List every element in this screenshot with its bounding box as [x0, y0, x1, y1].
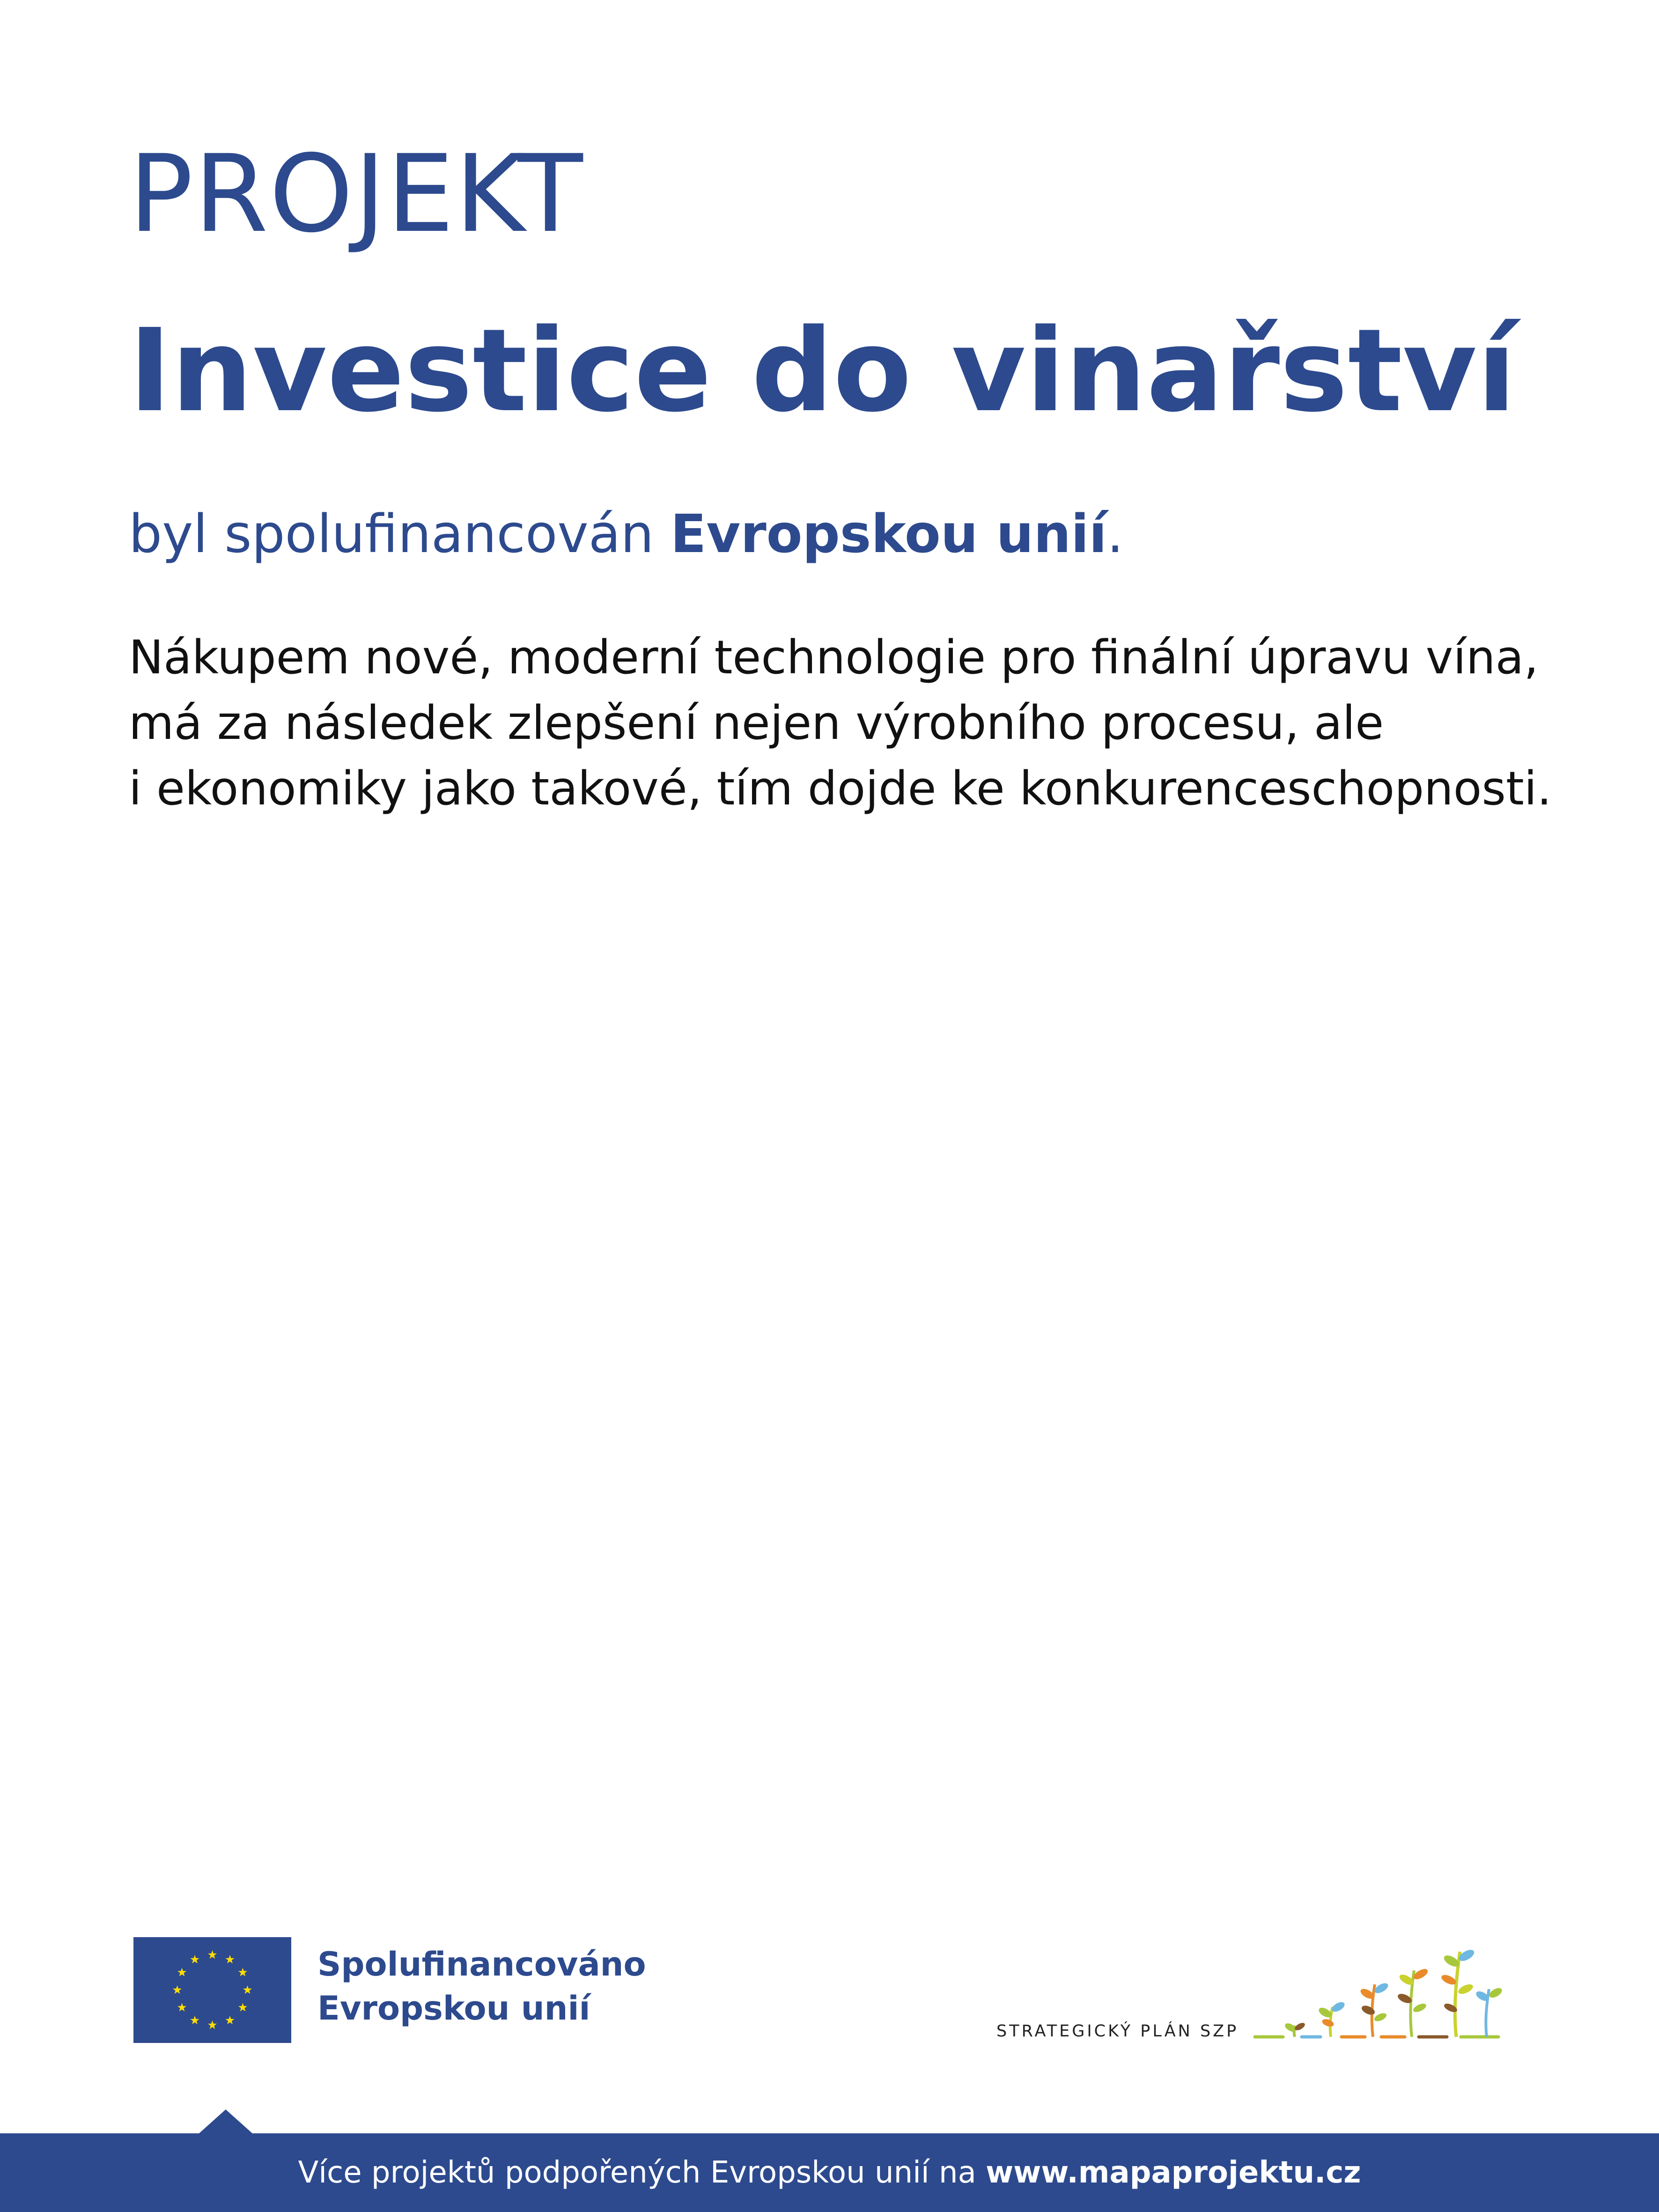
project-description — [129, 625, 1557, 822]
footer-text: Více projektů podpořených Evropskou unií na — [298, 2155, 986, 2190]
description-line: má za následek zlepšení nejen výrobního procesu, ale — [129, 696, 1384, 750]
subtitle-suffix: . — [1106, 504, 1124, 565]
eu-flag-icon — [133, 1937, 291, 2043]
cofinanced-statement — [129, 504, 1124, 565]
project-label: PROJEKT — [129, 132, 584, 256]
footer-link[interactable]: www.mapaprojektu.cz — [986, 2155, 1361, 2190]
eu-star-icon — [225, 2016, 234, 2024]
subtitle-prefix: byl spolufinancován — [129, 504, 671, 565]
description-line: i ekonomiky jako takové, tím dojde ke konkurenceschopnosti. — [129, 762, 1552, 816]
footer-bar — [0, 2133, 1659, 2212]
eu-cofinanced-logo-text — [317, 1942, 646, 2030]
footer-pointer-triangle — [199, 2109, 253, 2134]
eu-star-icon — [173, 1985, 182, 1994]
description-line: Nákupem nové, moderní technologie pro finální úpravu vína, — [129, 631, 1539, 685]
subtitle-eu-bold: Evropskou unií — [670, 504, 1107, 565]
eu-star-icon — [243, 1985, 252, 1994]
eu-star-icon — [225, 1955, 234, 1963]
szp-logo-text: STRATEGICKÝ PLÁN SZP — [996, 2022, 1239, 2041]
eu-logo-line1: Spolufinancováno — [317, 1945, 646, 1983]
eu-star-icon — [177, 1968, 186, 1976]
eu-star-icon — [177, 2003, 186, 2012]
eu-stars — [133, 1937, 291, 2043]
project-title: Investice do vinařství — [129, 304, 1516, 437]
eu-star-icon — [238, 2003, 247, 2012]
eu-star-icon — [208, 1950, 217, 1959]
eu-star-icon — [238, 1968, 247, 1976]
eu-logo-line2: Evropskou unií — [317, 1989, 590, 2028]
eu-star-icon — [190, 2016, 199, 2024]
eu-star-icon — [208, 2020, 217, 2029]
eu-star-icon — [190, 1955, 199, 1963]
sprouting-plants-icon — [1250, 1933, 1512, 2045]
